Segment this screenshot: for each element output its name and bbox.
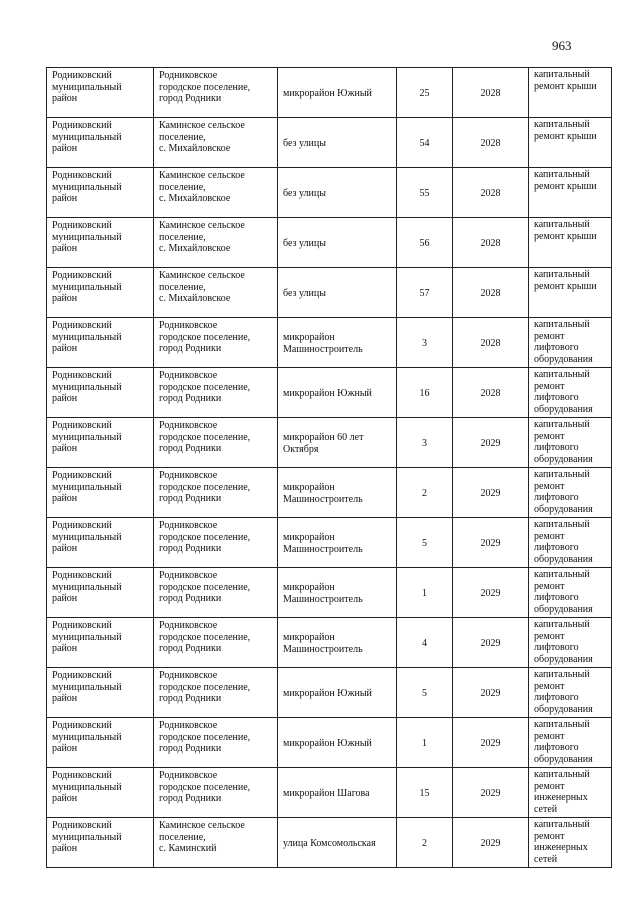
district-cell (47, 318, 154, 368)
house-number-cell (397, 818, 453, 868)
settlement-cell (154, 718, 278, 768)
house-number-cell (397, 218, 453, 268)
settlement-cell (154, 268, 278, 318)
house-number-cell (397, 268, 453, 318)
year-cell-text: 2028 (480, 187, 501, 199)
work-type-cell-text: капитальный ремонт крыши (534, 219, 597, 242)
settlement-cell (154, 768, 278, 818)
page-number: 963 (552, 38, 572, 53)
year-cell (453, 468, 529, 518)
settlement-cell (154, 68, 278, 118)
settlement-cell (154, 118, 278, 168)
settlement-cell-text: Родниковское городское поселение, город Родники (159, 70, 251, 104)
district-cell-text: Родниковский муниципальный район (52, 470, 122, 504)
district-cell-text: Родниковский муниципальный район (52, 270, 122, 304)
street-cell-text: микрорайон Машиностроитель (283, 582, 363, 605)
house-number-cell-text: 4 (422, 637, 427, 649)
work-type-cell (529, 718, 612, 768)
year-cell-text: 2029 (480, 637, 501, 649)
work-type-cell (529, 268, 612, 318)
street-cell (278, 218, 397, 268)
year-cell (453, 68, 529, 118)
work-type-cell-text: капитальный ремонт крыши (534, 169, 597, 192)
year-cell (453, 268, 529, 318)
house-number-cell (397, 518, 453, 568)
settlement-cell-text: Родниковское городское поселение, город Родники (159, 370, 251, 404)
house-number-cell-text: 56 (419, 237, 430, 249)
street-cell-text: микрорайон Южный (283, 687, 372, 699)
year-cell-text: 2028 (480, 387, 501, 399)
table-row (47, 168, 612, 218)
street-cell-text: микрорайон Машиностроитель (283, 632, 363, 655)
year-cell (453, 518, 529, 568)
district-cell-text: Родниковский муниципальный район (52, 620, 122, 654)
house-number-cell (397, 468, 453, 518)
district-cell-text: Родниковский муниципальный район (52, 320, 122, 354)
house-number-cell-text: 2 (422, 837, 427, 849)
settlement-cell-text: Родниковское городское поселение, город Родники (159, 420, 251, 454)
work-type-cell-text: капитальный ремонт крыши (534, 269, 597, 292)
house-number-cell (397, 568, 453, 618)
work-type-cell-text: капитальный ремонт инженерных сетей (534, 769, 590, 815)
settlement-cell (154, 218, 278, 268)
work-type-cell-text: капитальный ремонт лифтового оборудования (534, 719, 593, 765)
district-cell-text: Родниковский муниципальный район (52, 520, 122, 554)
table-row (47, 718, 612, 768)
year-cell (453, 568, 529, 618)
settlement-cell-text: Родниковское городское поселение, город Родники (159, 770, 251, 804)
work-type-cell (529, 768, 612, 818)
house-number-cell-text: 25 (419, 87, 430, 99)
district-cell-text: Родниковский муниципальный район (52, 170, 122, 204)
settlement-cell-text: Родниковское городское поселение, город Родники (159, 670, 251, 704)
table-row (47, 568, 612, 618)
settlement-cell-text: Каминское сельское поселение, с. Михайловское (159, 170, 245, 204)
street-cell-text: микрорайон Машиностроитель (283, 482, 363, 505)
year-cell-text: 2028 (480, 237, 501, 249)
year-cell (453, 668, 529, 718)
street-cell (278, 818, 397, 868)
house-number-cell-text: 3 (422, 437, 427, 449)
year-cell-text: 2029 (480, 537, 501, 549)
street-cell (278, 168, 397, 218)
district-cell (47, 468, 154, 518)
house-number-cell-text: 3 (422, 337, 427, 349)
street-cell (278, 518, 397, 568)
house-number-cell (397, 68, 453, 118)
table-row (47, 818, 612, 868)
street-cell (278, 468, 397, 518)
house-number-cell-text: 15 (419, 787, 430, 799)
district-cell (47, 518, 154, 568)
year-cell-text: 2029 (480, 787, 501, 799)
street-cell-text: микрорайон Машиностроитель (283, 532, 363, 555)
table-row (47, 218, 612, 268)
settlement-cell-text: Родниковское городское поселение, город Родники (159, 470, 251, 504)
year-cell-text: 2029 (480, 837, 501, 849)
street-cell (278, 418, 397, 468)
settlement-cell-text: Родниковское городское поселение, город Родники (159, 620, 251, 654)
district-cell (47, 418, 154, 468)
settlement-cell-text: Родниковское городское поселение, город Родники (159, 320, 251, 354)
settlement-cell (154, 368, 278, 418)
work-type-cell-text: капитальный ремонт лифтового оборудования (534, 319, 593, 365)
table-row (47, 268, 612, 318)
table-row (47, 618, 612, 668)
work-type-cell (529, 518, 612, 568)
district-cell-text: Родниковский муниципальный район (52, 770, 122, 804)
table-row (47, 468, 612, 518)
district-cell (47, 718, 154, 768)
settlement-cell-text: Родниковское городское поселение, город Родники (159, 570, 251, 604)
year-cell (453, 418, 529, 468)
table-row (47, 368, 612, 418)
district-cell (47, 168, 154, 218)
year-cell (453, 368, 529, 418)
year-cell-text: 2028 (480, 87, 501, 99)
district-cell-text: Родниковский муниципальный район (52, 570, 122, 604)
house-number-cell-text: 1 (422, 587, 427, 599)
district-cell-text: Родниковский муниципальный район (52, 370, 122, 404)
year-cell (453, 218, 529, 268)
district-cell-text: Родниковский муниципальный район (52, 70, 122, 104)
work-type-cell-text: капитальный ремонт лифтового оборудования (534, 369, 593, 415)
work-type-cell (529, 468, 612, 518)
work-type-cell-text: капитальный ремонт лифтового оборудования (534, 569, 593, 615)
district-cell (47, 218, 154, 268)
work-type-cell (529, 118, 612, 168)
year-cell (453, 118, 529, 168)
district-cell-text: Родниковский муниципальный район (52, 720, 122, 754)
district-cell (47, 618, 154, 668)
house-number-cell-text: 54 (419, 137, 430, 149)
work-type-cell (529, 168, 612, 218)
work-type-cell-text: капитальный ремонт инженерных сетей (534, 819, 590, 865)
district-cell (47, 568, 154, 618)
street-cell-text: без улицы (283, 237, 326, 249)
district-cell (47, 268, 154, 318)
house-number-cell-text: 1 (422, 737, 427, 749)
street-cell-text: микрорайон 60 лет Октября (283, 432, 364, 455)
table-row (47, 768, 612, 818)
work-type-cell (529, 218, 612, 268)
table-body (47, 68, 612, 868)
table-row (47, 518, 612, 568)
district-cell-text: Родниковский муниципальный район (52, 120, 122, 154)
street-cell-text: без улицы (283, 187, 326, 199)
settlement-cell (154, 168, 278, 218)
work-type-cell-text: капитальный ремонт крыши (534, 69, 597, 92)
settlement-cell (154, 318, 278, 368)
street-cell-text: улица Комсомольская (283, 837, 376, 849)
year-cell-text: 2029 (480, 487, 501, 499)
year-cell (453, 318, 529, 368)
house-number-cell (397, 718, 453, 768)
year-cell-text: 2028 (480, 287, 501, 299)
district-cell-text: Родниковский муниципальный район (52, 670, 122, 704)
house-number-cell-text: 5 (422, 687, 427, 699)
work-type-cell (529, 68, 612, 118)
settlement-cell (154, 418, 278, 468)
year-cell-text: 2029 (480, 437, 501, 449)
work-type-cell-text: капитальный ремонт лифтового оборудования (534, 619, 593, 665)
work-type-cell-text: капитальный ремонт лифтового оборудования (534, 419, 593, 465)
street-cell (278, 718, 397, 768)
year-cell (453, 618, 529, 668)
table-row (47, 668, 612, 718)
settlement-cell-text: Каминское сельское поселение, с. Каминский (159, 820, 245, 854)
year-cell (453, 818, 529, 868)
street-cell (278, 668, 397, 718)
house-number-cell-text: 2 (422, 487, 427, 499)
repair-schedule-table (46, 67, 612, 868)
table-row (47, 118, 612, 168)
district-cell-text: Родниковский муниципальный район (52, 820, 122, 854)
street-cell-text: без улицы (283, 287, 326, 299)
street-cell-text: микрорайон Шагова (283, 787, 370, 799)
settlement-cell (154, 568, 278, 618)
street-cell (278, 768, 397, 818)
table-row (47, 68, 612, 118)
work-type-cell (529, 618, 612, 668)
house-number-cell-text: 5 (422, 537, 427, 549)
work-type-cell-text: капитальный ремонт крыши (534, 119, 597, 142)
work-type-cell (529, 318, 612, 368)
district-cell-text: Родниковский муниципальный район (52, 220, 122, 254)
district-cell-text: Родниковский муниципальный район (52, 420, 122, 454)
settlement-cell (154, 818, 278, 868)
work-type-cell (529, 818, 612, 868)
house-number-cell (397, 768, 453, 818)
house-number-cell (397, 618, 453, 668)
house-number-cell (397, 118, 453, 168)
work-type-cell-text: капитальный ремонт лифтового оборудования (534, 469, 593, 515)
street-cell (278, 268, 397, 318)
street-cell-text: микрорайон Машиностроитель (283, 332, 363, 355)
settlement-cell (154, 618, 278, 668)
year-cell (453, 768, 529, 818)
house-number-cell (397, 368, 453, 418)
district-cell (47, 68, 154, 118)
street-cell-text: микрорайон Южный (283, 87, 372, 99)
street-cell (278, 118, 397, 168)
house-number-cell-text: 16 (419, 387, 430, 399)
year-cell (453, 168, 529, 218)
settlement-cell-text: Родниковское городское поселение, город Родники (159, 720, 251, 754)
year-cell-text: 2028 (480, 337, 501, 349)
settlement-cell (154, 468, 278, 518)
street-cell (278, 68, 397, 118)
settlement-cell-text: Каминское сельское поселение, с. Михайловское (159, 120, 245, 154)
house-number-cell (397, 168, 453, 218)
work-type-cell (529, 668, 612, 718)
district-cell (47, 768, 154, 818)
house-number-cell (397, 668, 453, 718)
district-cell (47, 668, 154, 718)
street-cell (278, 368, 397, 418)
year-cell-text: 2029 (480, 587, 501, 599)
settlement-cell (154, 518, 278, 568)
street-cell (278, 618, 397, 668)
year-cell-text: 2029 (480, 687, 501, 699)
street-cell-text: без улицы (283, 137, 326, 149)
settlement-cell (154, 668, 278, 718)
house-number-cell (397, 318, 453, 368)
table-row (47, 418, 612, 468)
settlement-cell-text: Родниковское городское поселение, город Родники (159, 520, 251, 554)
house-number-cell (397, 418, 453, 468)
work-type-cell (529, 568, 612, 618)
year-cell-text: 2028 (480, 137, 501, 149)
table-row (47, 318, 612, 368)
settlement-cell-text: Каминское сельское поселение, с. Михайловское (159, 220, 245, 254)
year-cell-text: 2029 (480, 737, 501, 749)
house-number-cell-text: 55 (419, 187, 430, 199)
house-number-cell-text: 57 (419, 287, 430, 299)
work-type-cell-text: капитальный ремонт лифтового оборудования (534, 669, 593, 715)
year-cell (453, 718, 529, 768)
street-cell (278, 318, 397, 368)
work-type-cell (529, 418, 612, 468)
district-cell (47, 118, 154, 168)
district-cell (47, 368, 154, 418)
street-cell-text: микрорайон Южный (283, 387, 372, 399)
settlement-cell-text: Каминское сельское поселение, с. Михайловское (159, 270, 245, 304)
district-cell (47, 818, 154, 868)
street-cell (278, 568, 397, 618)
work-type-cell (529, 368, 612, 418)
work-type-cell-text: капитальный ремонт лифтового оборудования (534, 519, 593, 565)
street-cell-text: микрорайон Южный (283, 737, 372, 749)
